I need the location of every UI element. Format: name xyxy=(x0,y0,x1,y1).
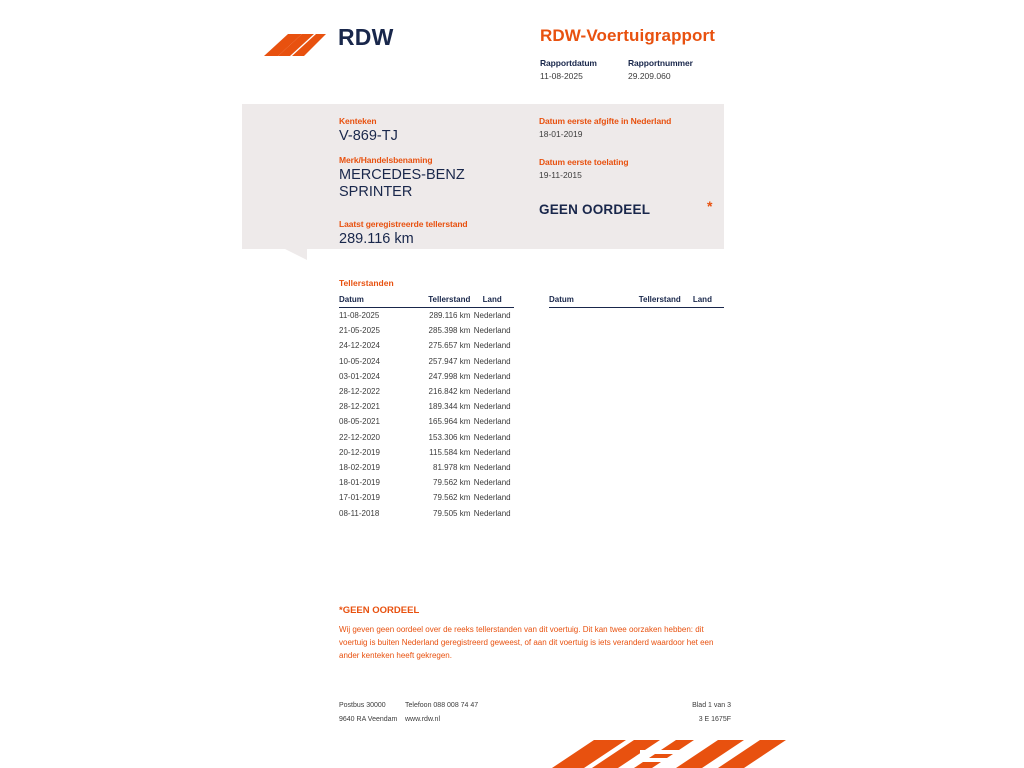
footer-row-2 xyxy=(339,716,731,730)
cell-tellerstand: 247.998 km xyxy=(428,371,471,381)
cell-land: Nederland xyxy=(473,417,511,427)
cell-datum: 24-12-2024 xyxy=(339,341,380,351)
table-row xyxy=(339,354,514,369)
document-header xyxy=(242,18,742,88)
table-row xyxy=(339,323,514,338)
cell-tellerstand: 285.398 km xyxy=(428,326,471,336)
tellerstand-label: Laatst geregistreerde tellerstand xyxy=(339,219,468,230)
merk-value-line2: SPRINTER xyxy=(339,184,413,201)
cell-datum: 11-08-2025 xyxy=(339,311,380,321)
cell-datum: 22-12-2020 xyxy=(339,432,380,442)
cell-tellerstand: 81.978 km xyxy=(433,462,471,472)
cell-land: Nederland xyxy=(473,432,511,442)
verdict-asterisk-icon: * xyxy=(707,198,713,214)
cell-tellerstand: 216.842 km xyxy=(428,387,471,397)
footnote-asterisk-icon: * xyxy=(339,605,343,616)
eerste-toelating-value: 19-11-2015 xyxy=(539,170,582,180)
table-row xyxy=(339,445,514,460)
verdict-text: GEEN OORDEEL xyxy=(539,202,651,217)
verdict-badge xyxy=(539,198,719,217)
footer-blad: Blad 1 van 3 xyxy=(692,702,731,709)
cell-tellerstand: 189.344 km xyxy=(428,402,471,412)
meta-rapportnummer-label: Rapportnummer xyxy=(628,58,693,68)
eerste-afgifte-label: Datum eerste afgifte in Nederland xyxy=(539,116,672,126)
cell-tellerstand: 115.584 km xyxy=(429,447,471,457)
footnote-section xyxy=(339,605,729,663)
footer-row-1 xyxy=(339,702,731,716)
cell-land: Nederland xyxy=(473,371,511,381)
tellerstand-value: 289.116 km xyxy=(339,231,414,248)
tellerstanden-title: Tellerstanden xyxy=(339,278,394,288)
table-row xyxy=(339,369,514,384)
table-row xyxy=(339,308,514,324)
footer-website[interactable]: www.rdw.nl xyxy=(405,716,441,723)
cell-tellerstand: 153.306 km xyxy=(428,432,471,442)
footer-postbus: Postbus 30000 xyxy=(339,702,386,709)
cell-land: Nederland xyxy=(473,447,511,457)
cell-land: Nederland xyxy=(473,387,511,397)
cell-datum: 18-01-2019 xyxy=(339,478,380,488)
eerste-afgifte-value: 18-01-2019 xyxy=(539,129,583,139)
col-header-land-secondary: Land xyxy=(681,295,724,308)
cell-datum: 03-01-2024 xyxy=(339,371,380,381)
tellerstanden-table xyxy=(339,295,514,521)
cell-tellerstand: 79.505 km xyxy=(433,508,471,518)
footer-code: 3 E 1675F xyxy=(698,716,731,723)
meta-rapportdatum-label: Rapportdatum xyxy=(540,58,597,68)
cell-tellerstand: 79.562 km xyxy=(433,493,471,503)
footer-plaats: 9640 RA Veendam xyxy=(339,716,398,723)
tellerstanden-table-secondary xyxy=(549,295,724,521)
merk-value-line1: MERCEDES-BENZ xyxy=(339,167,465,184)
cell-land: Nederland xyxy=(473,326,511,336)
table-row xyxy=(339,430,514,445)
col-header-datum-secondary: Datum xyxy=(549,295,610,308)
cell-land: Nederland xyxy=(473,311,511,321)
cell-datum: 21-05-2025 xyxy=(339,326,380,336)
col-header-land: Land xyxy=(470,295,514,308)
table-header-row xyxy=(339,295,514,308)
table-row xyxy=(339,460,514,475)
col-header-tellerstand-secondary: Tellerstand xyxy=(610,295,681,308)
cell-datum: 17-01-2019 xyxy=(339,493,380,503)
report-title: RDW-Voertuigrapport xyxy=(540,26,716,45)
cell-datum: 08-05-2021 xyxy=(339,417,380,427)
cell-land: Nederland xyxy=(473,478,511,488)
cell-datum: 28-12-2021 xyxy=(339,402,380,412)
table-row xyxy=(339,384,514,399)
col-header-datum: Datum xyxy=(339,295,400,308)
table-row xyxy=(339,399,514,414)
tellerstanden-section xyxy=(339,278,724,521)
cell-land: Nederland xyxy=(473,402,511,412)
tellerstanden-table-body xyxy=(339,308,514,521)
report-meta xyxy=(540,58,693,81)
merk-label: Merk/Handelsbenaming xyxy=(339,155,433,166)
cell-tellerstand: 257.947 km xyxy=(428,356,471,366)
cell-land: Nederland xyxy=(473,508,511,518)
cell-tellerstand: 79.562 km xyxy=(433,478,471,488)
cell-datum: 18-02-2019 xyxy=(339,462,380,472)
footnote-body: Wij geven geen oordeel over de reeks tellerstanden van dit voertuig. Dit kan twee oorzaken hebben: dit voertuig is buiten Nederland geregistreerd geweest, of aan dit voertuig is iets veranderd waardoor het een ander kenteken heeft gekregen. xyxy=(339,625,714,661)
footer-telefoon: Telefoon 088 008 74 47 xyxy=(405,702,479,709)
table-row xyxy=(339,338,514,353)
kenteken-label: Kenteken xyxy=(339,116,377,126)
cell-tellerstand: 275.657 km xyxy=(428,341,471,351)
panel-corner-decoration xyxy=(285,249,307,260)
cell-datum: 10-05-2024 xyxy=(339,356,380,366)
kenteken-value: V-869-TJ xyxy=(339,128,398,144)
rdw-chevron-logo-icon xyxy=(262,30,328,66)
cell-datum: 28-12-2022 xyxy=(339,387,380,397)
footnote-title-text: GEEN OORDEEL xyxy=(342,605,420,616)
table-header-row-secondary xyxy=(549,295,724,308)
cell-tellerstand: 165.964 km xyxy=(428,417,471,427)
meta-rapportdatum-value: 11-08-2025 xyxy=(540,71,583,81)
brand-name: RDW xyxy=(338,24,394,50)
summary-right-column xyxy=(539,116,719,217)
cell-datum: 20-12-2019 xyxy=(339,447,380,457)
cell-land: Nederland xyxy=(473,493,511,503)
cell-tellerstand: 289.116 km xyxy=(429,311,471,321)
table-row xyxy=(339,505,514,520)
tellerstanden-table-secondary-body xyxy=(549,308,724,521)
bottom-chevron-decoration-icon xyxy=(548,738,788,768)
footnote-title xyxy=(339,605,729,616)
meta-rapportdatum xyxy=(540,58,604,81)
summary-left-column xyxy=(339,116,539,248)
eerste-toelating-label: Datum eerste toelating xyxy=(539,157,629,167)
table-row xyxy=(339,414,514,429)
cell-datum: 08-11-2018 xyxy=(339,508,380,518)
vehicle-summary-panel xyxy=(242,104,724,249)
col-header-tellerstand: Tellerstand xyxy=(400,295,470,308)
meta-rapportnummer-value: 29.209.060 xyxy=(628,71,671,81)
table-row xyxy=(339,475,514,490)
table-row xyxy=(339,490,514,505)
cell-land: Nederland xyxy=(473,341,511,351)
cell-land: Nederland xyxy=(473,356,511,366)
document-footer xyxy=(339,702,731,730)
meta-rapportnummer xyxy=(628,58,693,81)
cell-land: Nederland xyxy=(473,462,511,472)
